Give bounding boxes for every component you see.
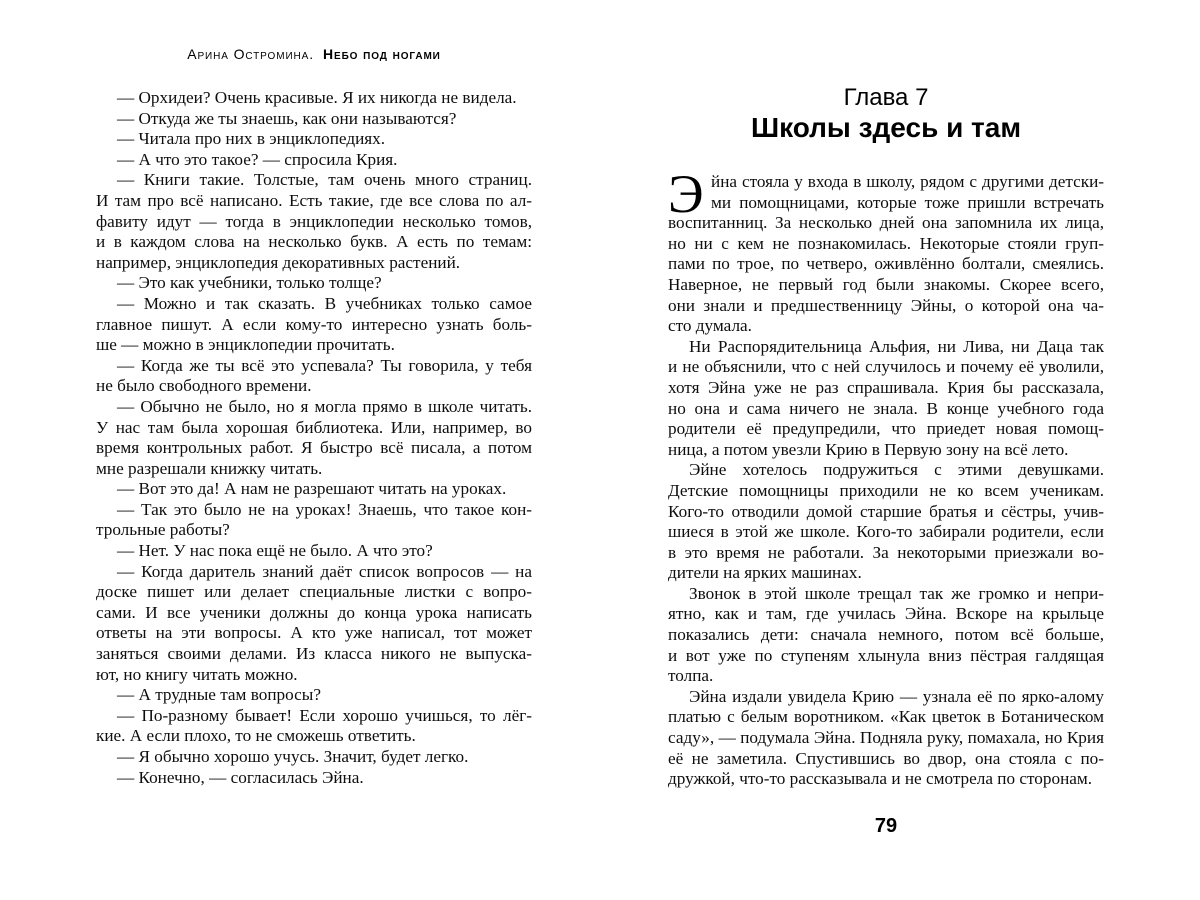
text-line: толпа.	[668, 666, 714, 686]
text-line: но ни с кем не познакомилась. Некоторые стояли груп-	[668, 233, 1104, 253]
paragraph	[96, 273, 532, 294]
text-line: воспитанниц. За несколько дней она запомнила их лица,	[668, 213, 1104, 233]
paragraph	[96, 562, 532, 686]
running-header-author: Арина Остромина.	[187, 46, 315, 62]
text-line: йна стояла у входа в школу, рядом с другими детски-	[711, 172, 1104, 191]
paragraph	[96, 294, 532, 356]
paragraph	[96, 356, 532, 397]
text-line: и не объяснили, что с ней случилось и почему её уволили,	[668, 357, 1104, 377]
text-line: — Можно и так сказать. В учебниках только самое	[117, 293, 532, 313]
text-line: шиеся в этой же школе. Кого-то забирали родители, если	[668, 522, 1104, 542]
text-line: сто думала.	[668, 316, 752, 336]
text-line: заняться своими делами. Из класса никого не выпуска-	[96, 644, 532, 664]
text-line: — Конечно, — согласилась Эйна.	[117, 767, 364, 787]
text-line: главное пишут. А если кому-то интересно узнать боль-	[96, 314, 532, 334]
text-line: саду», — подумала Эйна. Подняла руку, помахала, но Крия	[668, 728, 1104, 748]
text-line: показались дети: сначала немного, потом всё больше,	[668, 625, 1104, 645]
paragraph	[96, 479, 532, 500]
text-line: время контрольных работ. Я быстро всё писала, а потом	[96, 438, 532, 458]
paragraph	[96, 541, 532, 562]
text-line: — Откуда же ты знаешь, как они называются?	[117, 108, 457, 128]
left-page-text	[96, 88, 532, 788]
text-line: — Орхидеи? Очень красивые. Я их никогда не видела.	[117, 88, 517, 107]
text-line: — Вот это да! А нам не разрешают читать на уроках.	[117, 479, 507, 499]
text-line: фавиту идут — тогда в энциклопедии несколько томов,	[96, 211, 532, 231]
text-line: Эйна издали увидела Крию — узнала её по ярко-алому	[689, 686, 1104, 706]
text-line: ше — можно в энциклопедии прочитать.	[96, 335, 395, 355]
text-line: трольные работы?	[96, 520, 230, 540]
text-line: не было свободного времени.	[96, 376, 312, 396]
paragraph	[96, 747, 532, 768]
paragraph	[96, 706, 532, 747]
text-line: — Когда даритель знаний даёт список вопросов — на	[117, 561, 532, 581]
paragraph	[668, 460, 1104, 584]
paragraph	[668, 164, 1104, 337]
page-number: 79	[874, 815, 898, 837]
text-line: ответы на эти вопросы. А кто уже написал, тот может	[96, 623, 532, 643]
paragraph	[668, 584, 1104, 687]
text-line: — Когда же ты всё это успевала? Ты говорила, у тебя	[117, 355, 532, 375]
text-line: дители на ярких машинах.	[668, 563, 862, 583]
paragraph	[96, 109, 532, 130]
chapter-title: Школы здесь и там	[750, 112, 1022, 143]
text-line: — А что это такое? — спросила Крия.	[117, 149, 398, 169]
text-line: Звонок в этой школе трещал так же громко и непри-	[689, 583, 1104, 603]
text-line: они знали и предшественницу Эйны, о которой она ча-	[668, 295, 1104, 315]
paragraph	[96, 129, 532, 150]
text-line: — Я обычно хорошо учусь. Значит, будет легко.	[117, 747, 469, 766]
text-line: и вот уже по ступеням хлынула вниз пёстрая галдящая	[668, 645, 1104, 665]
text-line: Кого-то отводили домой старшие братья и сёстры, учив-	[668, 501, 1104, 521]
drop-cap: Э	[668, 164, 704, 224]
text-line: например, энциклопедия декоративных растений.	[96, 252, 461, 272]
text-line: — Это как учебники, только толще?	[117, 273, 382, 293]
right-page-text	[668, 164, 1104, 790]
text-line: мне разрешали книжку читать.	[96, 458, 323, 478]
paragraph	[96, 170, 532, 273]
text-line: — Обычно не было, но я могла прямо в школе читать.	[117, 396, 532, 416]
running-header-book-title: Небо под ногами	[323, 46, 441, 62]
text-line: Детские помощницы приходили не ко всем ученикам.	[668, 480, 1104, 500]
text-line: дружкой, что-то рассказывала и не смотрела по сторонам.	[668, 769, 1093, 789]
paragraph	[96, 150, 532, 171]
text-line: — По-разному бывает! Если хорошо учишься, то лёг-	[117, 705, 532, 725]
text-line: И там про всё написано. Есть такие, где все слова по ал-	[96, 190, 532, 210]
text-line: — Нет. У нас пока ещё не было. А что это?	[117, 541, 433, 561]
text-line: — Читала про них в энциклопедиях.	[117, 129, 386, 149]
paragraph	[96, 500, 532, 541]
text-line: родители её предупредили, что приедет новая помощ-	[668, 419, 1104, 439]
text-line: пами по трое, по четверо, оживлённо болтали, смеялись.	[668, 254, 1104, 274]
paragraph	[96, 88, 532, 109]
text-line: кие. А если плохо, то не сможешь ответить.	[96, 726, 416, 746]
text-line: её не заметила. Спустившись во двор, она стояла с по-	[668, 748, 1104, 768]
text-line: ми помощницами, которые тоже пришли встречать	[711, 192, 1104, 212]
text-line: Эйне хотелось подружиться с этими девушками.	[689, 460, 1104, 480]
text-line: ница, а потом увезли Крию в Первую зону на всё лето.	[668, 439, 1069, 459]
text-line: платью с белым воротником. «Как цветок в Ботаническом	[668, 707, 1104, 727]
paragraph	[96, 685, 532, 706]
text-line: в это время не работали. За некоторыми приезжали во-	[668, 542, 1104, 562]
text-line: и в каждом слова на несколько букв. А есть по темам:	[96, 232, 532, 252]
paragraph	[668, 337, 1104, 461]
text-line: ятно, как и там, где училась Эйна. Вскоре на крыльце	[668, 604, 1104, 624]
text-line: Наверное, не первый год были знакомы. Скорее всего,	[668, 274, 1104, 294]
text-line: сами. И все ученики должны до конца урока написать	[96, 602, 532, 622]
text-line: У нас там была хорошая библиотека. Или, например, во	[96, 417, 532, 437]
paragraph	[96, 768, 532, 789]
paragraph	[668, 687, 1104, 790]
text-line: — Книги такие. Толстые, там очень много страниц.	[117, 170, 532, 190]
text-line: — Так это было не на уроках! Знаешь, что такое кон-	[117, 499, 532, 519]
text-line: доске пишет или делает специальные листки с вопро-	[96, 582, 532, 602]
text-line: но она и сама ничего не знала. В конце учебного года	[668, 398, 1104, 418]
text-line: Ни Распорядительница Альфия, ни Лива, ни Даца так	[689, 336, 1104, 356]
paragraph	[96, 397, 532, 479]
text-line: хотя Эйна уже не раз спрашивала. Крия бы рассказала,	[668, 377, 1104, 397]
running-header	[96, 46, 532, 62]
chapter-number: Глава 7	[843, 84, 929, 111]
text-line: — А трудные там вопросы?	[117, 685, 321, 705]
text-line: ют, но книгу читать можно.	[96, 664, 298, 684]
